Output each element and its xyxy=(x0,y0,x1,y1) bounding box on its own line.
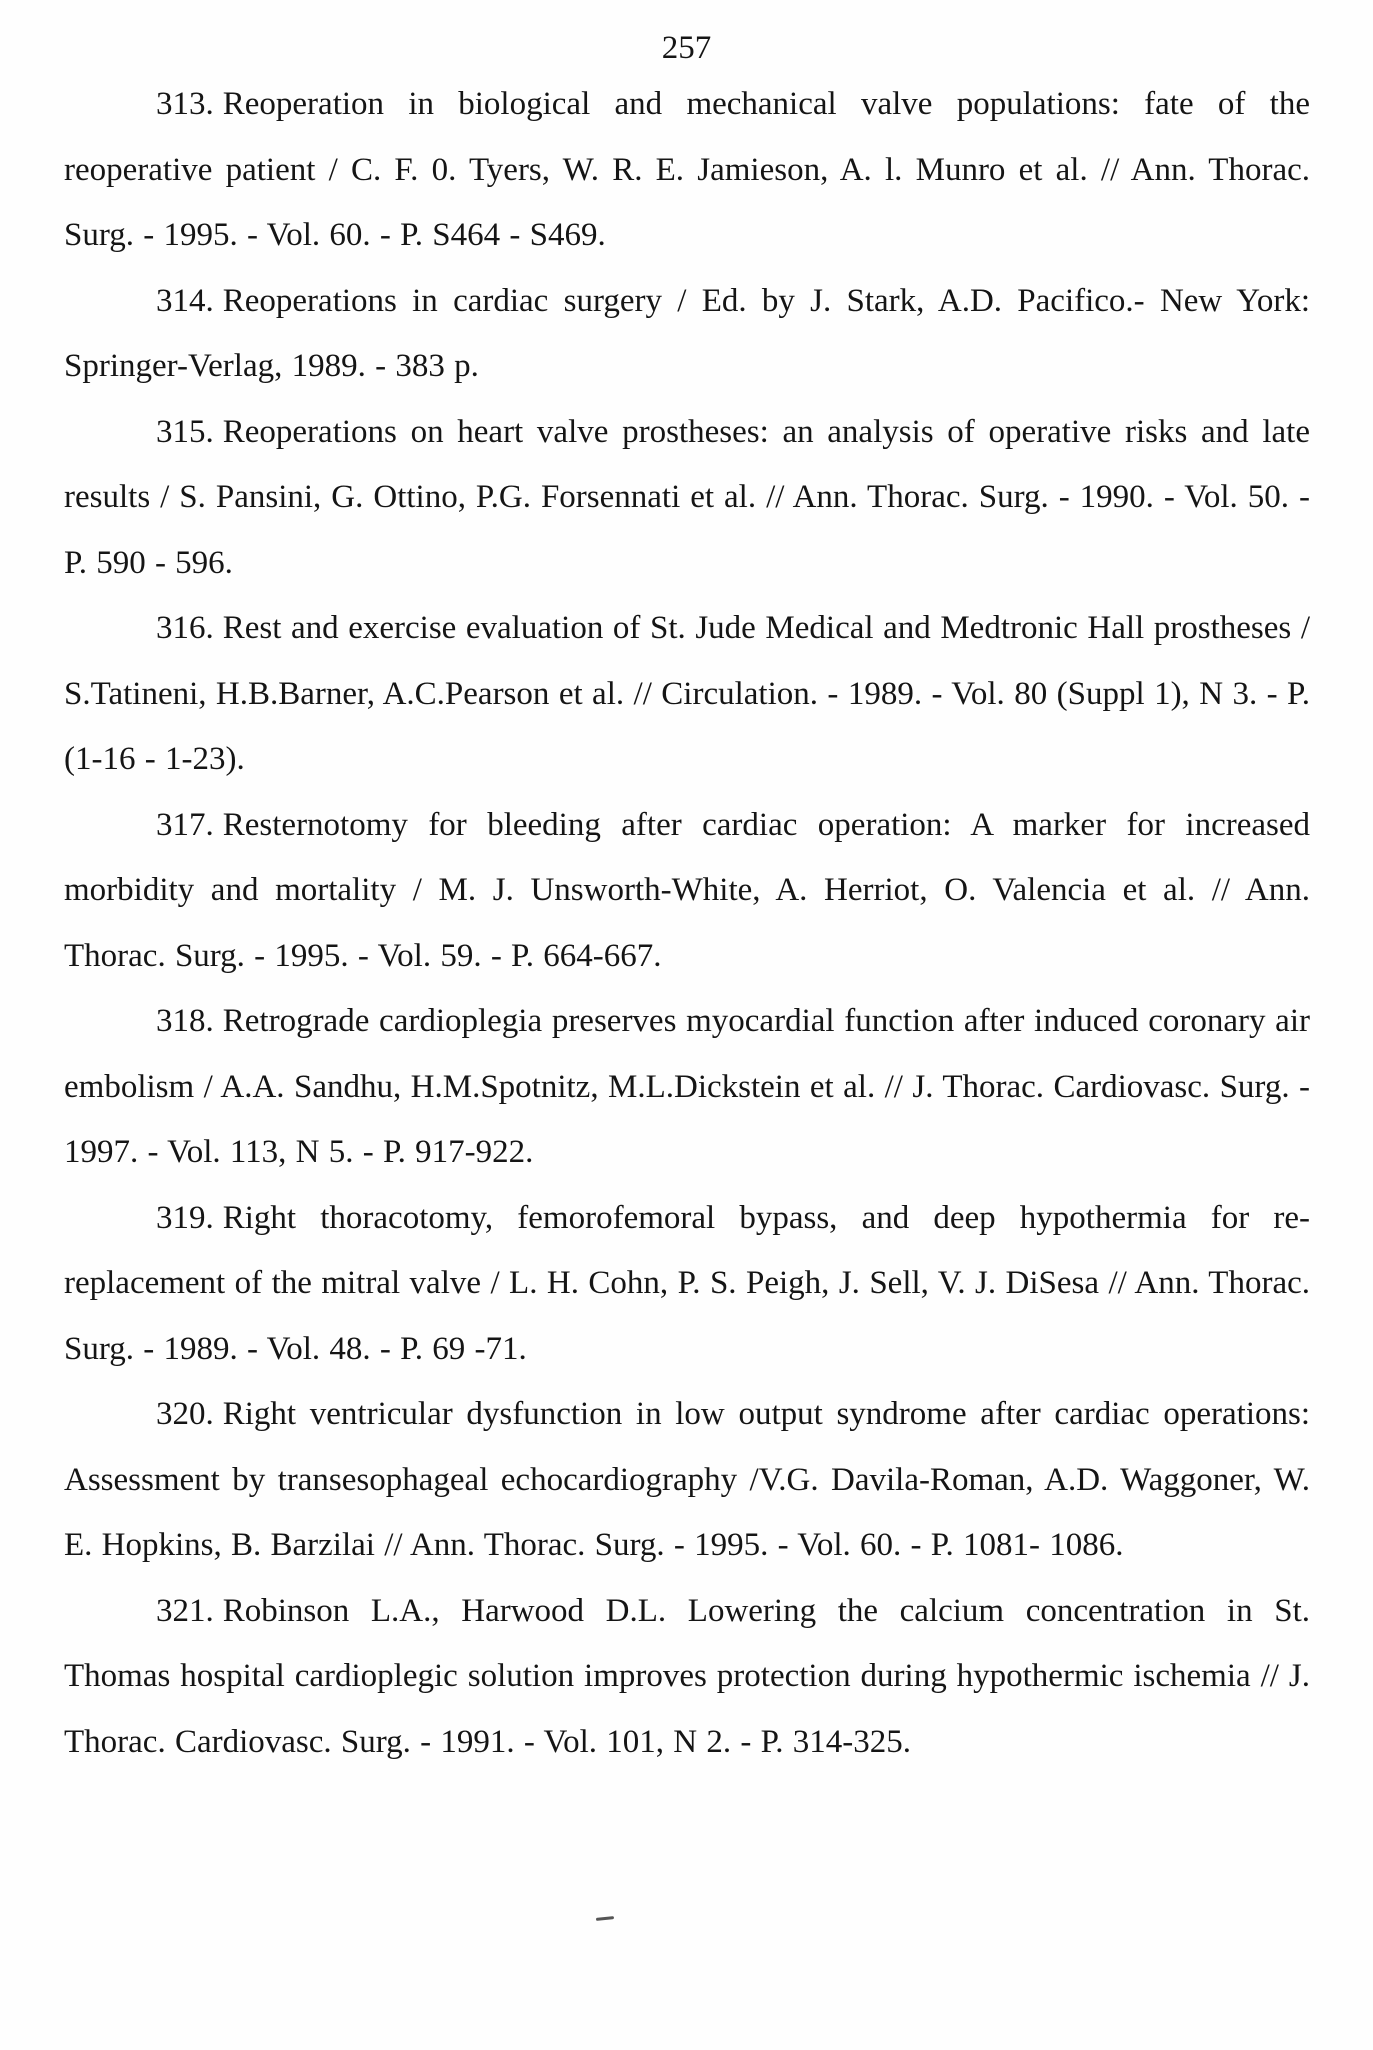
reference-number: 318. xyxy=(156,1003,214,1039)
reference-item xyxy=(64,989,1310,1186)
reference-item xyxy=(64,793,1310,990)
reference-item xyxy=(64,596,1310,793)
reference-text: Resternotomy for bleeding after cardiac operation: A marker for increased morbidity and mortality / M. J. Unsworth-White, A. Herriot, O. Valencia et al. // Ann. Thorac. Surg. - 1995. - Vol. 59. - P. 664-667. xyxy=(64,806,1310,974)
reference-text: Reoperations in cardiac surgery / Ed. by J. Stark, A.D. Pacifico.- New York: Springer-Verlag, 1989. - 383 p. xyxy=(64,282,1310,384)
reference-item xyxy=(64,400,1310,597)
reference-text: Retrograde cardioplegia preserves myocardial function after induced coronary air embolism / A.A. Sandhu, H.M.Spotnitz, M.L.Dickstein et al. // J. Thorac. Cardiovasc. Surg. - 1997. - Vol. 113, N 5. - P. 917-922. xyxy=(64,1003,1310,1170)
stray-mark xyxy=(596,1916,614,1921)
reference-text: Robinson L.A., Harwood D.L. Lowering the calcium concentration in St. Thomas hospital cardioplegic solution improves protection during hypothermic ischemia // J. Thorac. Cardiovasc. Surg. - 1991. - Vol. 101, N 2. - P. 314-325. xyxy=(64,1592,1310,1760)
reference-number: 314. xyxy=(156,282,214,319)
reference-text: Right thoracotomy, femorofemoral bypass, and deep hypothermia for re-replacement of the mitral valve / L. H. Cohn, P. S. Peigh, J. Sell, V. J. DiSesa // Ann. Thorac. Surg. - 1989. - Vol. 48. - P. 69 -71. xyxy=(64,1199,1310,1367)
reference-number: 316. xyxy=(156,610,214,646)
reference-text: Rest and exercise evaluation of St. Jude Medical and Medtronic Hall prostheses / S.Tatineni, H.B.Barner, A.C.Pearson et al. // Circulation. - 1989. - Vol. 80 (Suppl 1), N 3. - P. (1-16 - 1-23). xyxy=(64,610,1310,777)
reference-list xyxy=(64,72,1310,1775)
reference-number: 317. xyxy=(156,806,214,843)
reference-number: 320. xyxy=(156,1396,214,1432)
reference-number: 319. xyxy=(156,1199,214,1236)
reference-item xyxy=(64,269,1310,400)
reference-item xyxy=(64,1382,1310,1579)
reference-text: Reoperations on heart valve prostheses: an analysis of operative risks and late results / S. Pansini, G. Ottino, P.G. Forsennati et al. // Ann. Thorac. Surg. - 1990. - Vol. 50. - P. 590 - 596. xyxy=(64,413,1310,581)
reference-number: 315. xyxy=(156,413,214,450)
page-number: 257 xyxy=(661,30,712,66)
reference-number: 313. xyxy=(156,86,214,122)
reference-number: 321. xyxy=(156,1592,214,1629)
reference-item xyxy=(64,1579,1310,1776)
reference-item xyxy=(64,1186,1310,1383)
reference-item xyxy=(64,72,1310,269)
reference-text: Right ventricular dysfunction in low output syndrome after cardiac operations: Assessment by transesophageal echocardiography /V.G. Davila-Roman, A.D. Waggoner, W. E. Hopkins, B. Barzilai // Ann. Thorac. Surg. - 1995. - Vol. 60. - P. 1081- 1086. xyxy=(64,1396,1310,1563)
reference-text: Reoperation in biological and mechanical valve populations: fate of the reoperative patient / C. F. 0. Tyers, W. R. E. Jamieson, A. l. Munro et al. // Ann. Thorac. Surg. - 1995. - Vol. 60. - P. S464 - S469. xyxy=(64,86,1310,253)
